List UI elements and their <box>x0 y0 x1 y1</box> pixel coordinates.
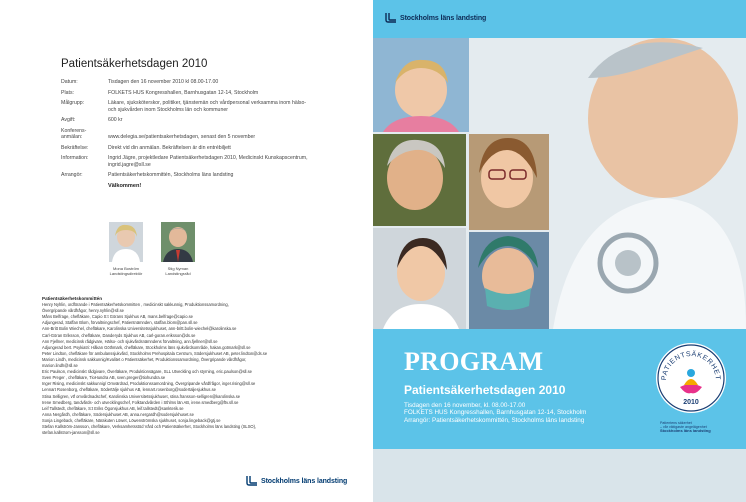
info-row <box>61 128 308 141</box>
info-row <box>61 172 308 178</box>
info-value: Direkt vid din anmälan. Bekräftelsen är din entrébiljett <box>108 144 231 151</box>
event-info <box>61 79 308 194</box>
program-heading: PROGRAM <box>404 347 544 376</box>
info-label: Arrangör: <box>61 172 83 179</box>
seal-text: PATIENTSÄKERHET <box>660 350 722 381</box>
portrait-photo <box>109 222 143 262</box>
program-details: Tisdagen den 16 november, kl. 08.00-17.00 FOLKETS HUS Kongresshallen, Barnhusgatan 12-14, Stockholm Arrangör: Patientsäkerhetskommittén, Stockholms läns landsting <box>404 402 587 424</box>
info-row <box>61 100 308 113</box>
info-label: Bekräftelse: <box>61 144 89 151</box>
committee-line: Inger Rising, medicinskt sakkunnig/ Omvärdrad, Produktionssamordning, Övergripande vårdfrågor, inger.rising@sll.se <box>42 381 256 387</box>
info-row <box>61 155 308 168</box>
right-page <box>373 0 746 502</box>
info-row <box>61 79 308 85</box>
info-label: Konferens-anmälan: <box>61 127 87 141</box>
sll-logo-icon <box>385 13 397 23</box>
info-value: Tisdagen den 16 november 2010 kl 08.00-17.00 <box>108 79 219 85</box>
committee-line: Ann-Britt Bolin Wiechel, chefläkare, Karolinska Universitetssjukhuset, ann-britt.bolin-wiechel@karolinska.se <box>42 326 237 332</box>
info-row <box>61 145 308 151</box>
info-value: FOLKETS HUS Kongresshallen, Barnhusgatan 12-14, Stockholm <box>108 89 259 96</box>
info-label: Information: <box>61 155 89 162</box>
seal-year: 2010 <box>683 399 699 406</box>
info-value: www.delegia.se/patientsakerhetsdagen, senast den 5 november <box>108 133 256 140</box>
sll-logo <box>246 476 347 486</box>
committee-line: Sven Preger , chefläkare, TioHundra AB, sven.preger@tiohundra.se <box>42 375 166 381</box>
committee-line: Carl-Göran Eriksson, chefläkare, Danderyds Sjukhus AB, carl-goran.eriksson@ds.se <box>42 332 196 338</box>
sll-logo <box>385 13 486 23</box>
committee-line: Irene Smedberg, tandvårds- och utvecklingschef, Folktandvården i Sthlms län AB, irene.smedberg@ftv.sll.se <box>42 399 239 405</box>
page-title: Patientsäkerhetsdagen 2010 <box>61 58 208 70</box>
committee-line: Eric Paulson, medicinskt rådgivare, Överläkare, Produktionsägare, SLL Utveckling och styrning, eric.paulson@sll.se <box>42 369 252 375</box>
info-label: Avgift: <box>61 117 76 124</box>
seal-caption: Patientens säkerhet – vår viktigaste angelägenhet Stockholms läns landsting <box>660 421 711 434</box>
left-page <box>0 0 372 502</box>
committee-line: Marion Lindh, medicinsk sakkunnig/Kvalitet o Patientsäkerhet, Produktionssamordning, Övergripande vårdfrågor, <box>42 356 247 362</box>
info-value: Läkare, sjuksköterskor, politiker, tjänstemän och vårdpersonal verksamma inom hälso- och sjukvården inom Stockholms län och kommuner <box>108 100 307 113</box>
committee-line: Peter Lindton, chefläkare för ambulanssjukvård, Stockholms Prehospitala Centrum, Södersjukhuset AB, peter.lindton@ds.se <box>42 350 268 356</box>
info-value: Ingrid Jägre, projektledare Patientsäkerhetsdagen 2010, Medicinskt Kunskapscentrum, ingrid.jagre@sll.se <box>108 155 308 168</box>
committee-line: Stina Selligren, vtf omvårdnadschef, Karolinska Universitetssjukhuset, stina.fransson-selligren@karolinska.se <box>42 393 241 399</box>
info-label: Datum: <box>61 79 78 85</box>
info-row <box>61 117 308 123</box>
person-caption: Stig Nyman Landstingsråd <box>165 266 191 276</box>
welcome-text: Välkommen! <box>108 182 142 189</box>
program-subtitle: Patientsäkerhetsdagen 2010 <box>404 383 566 397</box>
committee-line: Lennart Rosenborg, chefläkare, Södertälje sjukhus AB, lennart.rosenborg@sodertaljesjukhus.se <box>42 387 216 393</box>
info-label: Plats: <box>61 89 74 96</box>
sll-logo-icon <box>246 476 258 486</box>
committee-line: Sonja Lingeback, chefläkare, Närakuten Löwet, Löwenströmska sjukhuset, sonja.lingeback@gtj.se <box>42 417 221 423</box>
sll-logo-text: Stockholms läns landsting <box>261 477 348 485</box>
committee-line: Ann Fjellner, medicinsk rådgivare, Hälso- och sjukvårdsnämndens förvaltning, ann.fjellner@sll.se <box>42 338 218 344</box>
info-label: Målgrupp: <box>61 100 85 107</box>
committee-heading: Patientsäkerhetskommittén <box>42 296 102 301</box>
committee-list <box>42 296 342 436</box>
committee-line: stefan.kallstrom-jansson@sll.se <box>42 430 100 436</box>
committee-line: Stefan Kallström-Jansson, chefläkare, Verksamhetsstöd Vård och Patientsäkerhet, Stockholms läns landsting (SLSO), <box>42 423 257 429</box>
photo-collage <box>373 38 746 329</box>
sll-logo-text: Stockholms läns landsting <box>400 14 487 22</box>
committee-line: marion.lindh@sll.se <box>42 363 78 369</box>
person-caption: Mona Boström Landstingsdirektör <box>109 266 143 276</box>
committee-line: Övergripande vårdfrågor, henry.nyhlin@sll.se <box>42 308 124 314</box>
committee-line: Måns Belfrage, chefläkare, Capio S:t Görans Sjukhus AB, mans.belfrage@capio.se <box>42 314 193 320</box>
committee-line: Henry Nyhlin, ordförande i Patientsäkerhetskommitten , medicinskt sakkunnig, Produktionssamordning, <box>42 302 229 308</box>
info-row <box>61 90 308 96</box>
portrait-photo <box>161 222 195 262</box>
top-banner <box>373 0 746 38</box>
committee-line: Leif Tallstedt, chefläkare, S:t Eriks Ögonsjukhus AB, leif.tallstedt@sankterik.se <box>42 405 184 411</box>
info-value: 600 kr <box>108 117 123 124</box>
info-row <box>61 183 308 189</box>
committee-line: Anna Nergårdh, chefläkare, Södersjukhuset AB, anna.nergardh@sodersjukhuset.se <box>42 411 194 417</box>
committee-line: Adjungerad, Staffan Blom, förvaltningschef, Patientnämnden, staffan.blom@pan.sll.se <box>42 320 198 326</box>
patientsakerhet-seal <box>656 343 726 413</box>
committee-line: Adjungerad bert. Psykiatri: Håkan Göthmark, chefläkare, Stockholms läns sjukvårdsområde, hakan.gotmark@sll.se <box>42 344 251 350</box>
info-value: Patientsäkerhetskommittén, Stockholms läns landsting <box>108 172 234 179</box>
